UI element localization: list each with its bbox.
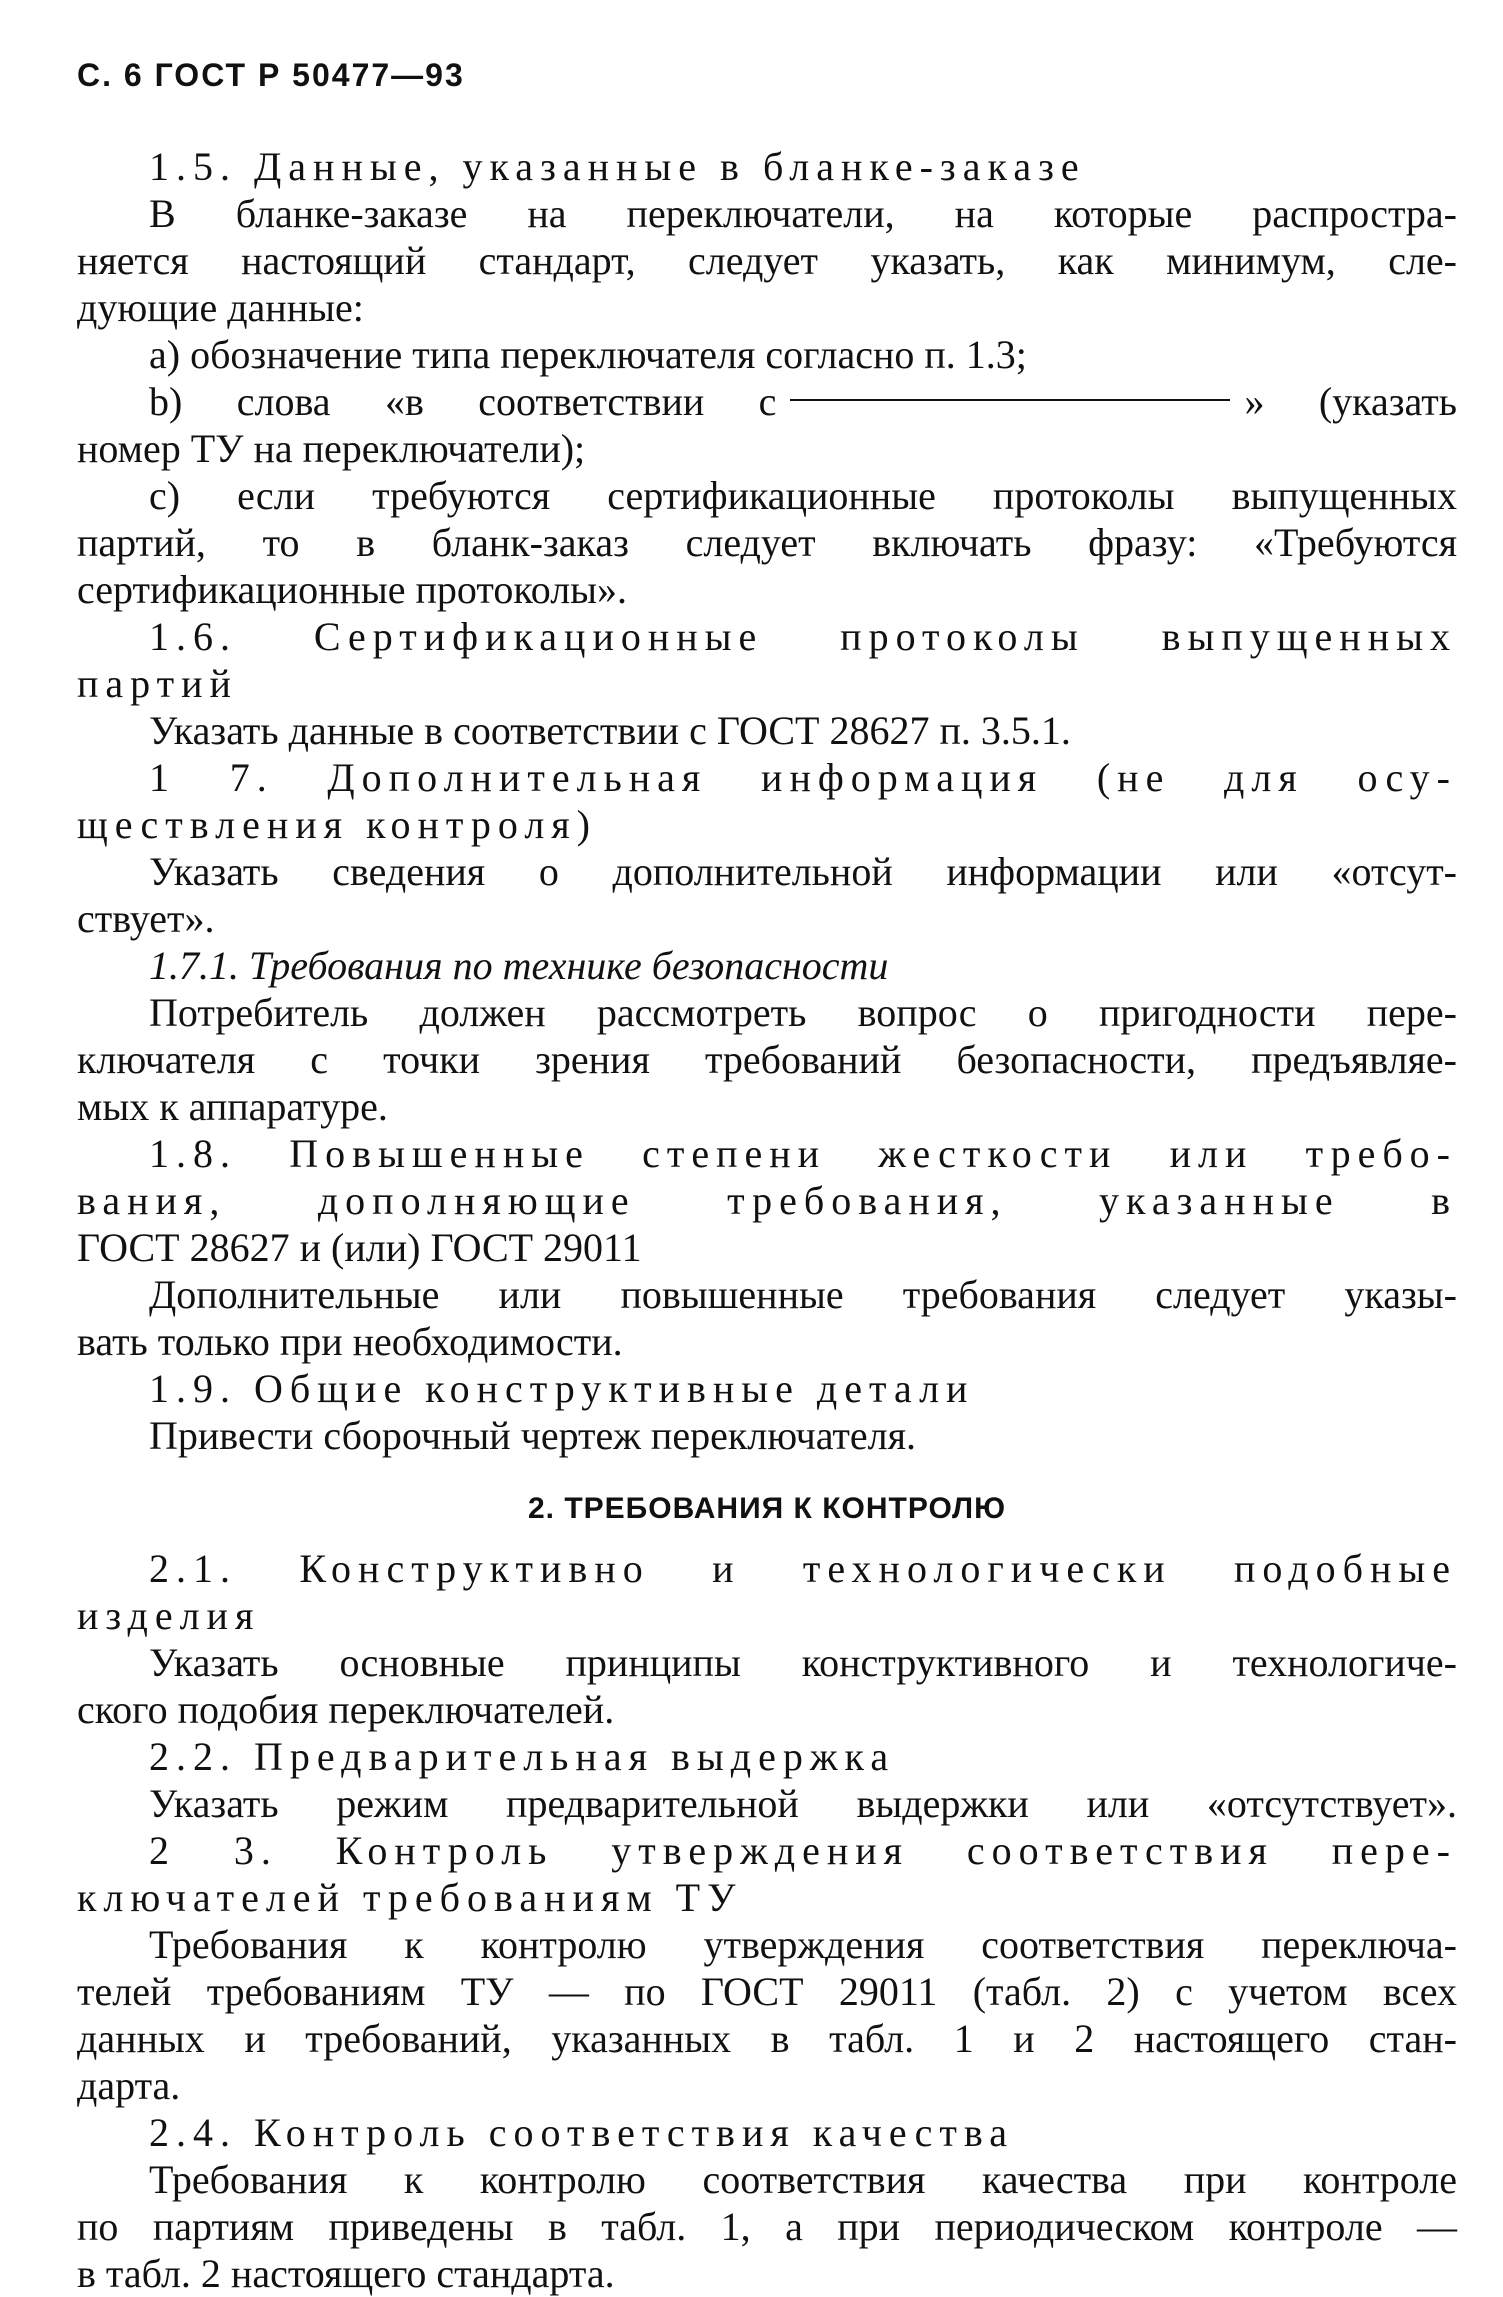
paragraph-line: в табл. 2 настоящего стандарта.	[77, 2251, 615, 2296]
clause-1-6-title-cont: партий	[77, 661, 238, 706]
paragraph-line: няется настоящий стандарт, следует указать, как минимум, сле-	[77, 238, 1457, 283]
paragraph-line: ствует».	[77, 896, 215, 941]
paragraph-line: ключателя с точки зрения требований безопасности, предъявляе-	[77, 1037, 1457, 1082]
paragraph-line: Требования к контролю утверждения соответствия переключа-	[149, 1922, 1457, 1967]
paragraph-line: мых к аппаратуре.	[77, 1084, 388, 1129]
list-item-b-continuation: номер ТУ на переключатели);	[77, 426, 586, 471]
list-item-c: с) если требуются сертификационные протоколы выпущенных	[149, 473, 1457, 518]
section-2-heading: 2. ТРЕБОВАНИЯ К КОНТРОЛЮ	[527, 1492, 1007, 1525]
clause-1-8-title-cont: ГОСТ 28627 и (или) ГОСТ 29011	[77, 1225, 642, 1270]
paragraph-line: по партиям приведены в табл. 1, а при периодическом контроле —	[77, 2204, 1457, 2249]
paragraph-line: Потребитель должен рассмотреть вопрос о пригодности пере-	[149, 990, 1457, 1035]
paragraph-line: дарта.	[77, 2063, 181, 2108]
paragraph-line: Дополнительные или повышенные требования следует указы-	[149, 1272, 1457, 1317]
clause-1-7-title: 1 7. Дополнительная информация (не для осу-	[149, 755, 1457, 800]
clause-2-3-title: 2 3. Контроль утверждения соответствия пере-	[149, 1828, 1457, 1873]
paragraph-line: дующие данные:	[77, 285, 364, 330]
paragraph-line: телей требованиям ТУ — по ГОСТ 29011 (табл. 2) с учетом всех	[77, 1969, 1457, 2014]
clause-2-3-title-cont: ключателей требованиям ТУ	[77, 1875, 743, 1920]
paragraph-line: партий, то в бланк-заказ следует включать фразу: «Требуются	[77, 520, 1457, 565]
paragraph-line: ского подобия переключателей.	[77, 1687, 615, 1732]
list-item-b-start: b) слова «в соответствии с	[149, 379, 777, 424]
clause-1-8-title: 1.8. Повышенные степени жесткости или требо-	[149, 1131, 1457, 1176]
clause-1-5-title: 1.5. Данные, указанные в бланке-заказе	[149, 144, 1086, 189]
paragraph-line: Указать сведения о дополнительной информации или «отсут-	[149, 849, 1457, 894]
clause-2-1-title-cont: изделия	[77, 1593, 261, 1638]
clause-2-4-title: 2.4. Контроль соответствия качества	[149, 2110, 1014, 2155]
clause-1-7-title-cont: ществления контроля)	[77, 802, 597, 847]
document-page	[77, 55, 1457, 2296]
paragraph-line: Указать данные в соответствии с ГОСТ 28627 п. 3.5.1.	[149, 708, 1071, 753]
clause-1-7-1-title: 1.7.1. Требования по технике безопасности	[149, 943, 889, 988]
paragraph-line: сертификационные протоколы».	[77, 567, 628, 612]
paragraph-line: Требования к контролю соответствия качества при контроле	[149, 2157, 1457, 2202]
running-head: С. 6 ГОСТ Р 50477—93	[77, 57, 465, 93]
paragraph-line: данных и требований, указанных в табл. 1 и 2 настоящего стан-	[77, 2016, 1457, 2061]
list-item-a: а) обозначение типа переключателя согласно п. 1.3;	[149, 332, 1027, 377]
list-item-b-end: » (указать	[1244, 379, 1457, 424]
paragraph-line: вать только при необходимости.	[77, 1319, 623, 1364]
clause-1-9-title: 1.9. Общие конструктивные детали	[149, 1366, 975, 1411]
paragraph-line: Указать основные принципы конструктивного и технологиче-	[149, 1640, 1457, 1685]
clause-2-2-title: 2.2. Предварительная выдержка	[149, 1734, 896, 1779]
paragraph-line: В бланке-заказе на переключатели, на которые распростра-	[149, 191, 1457, 236]
list-item-b	[77, 378, 1457, 425]
paragraph-line: Указать режим предварительной выдержки или «отсутствует».	[149, 1781, 1457, 1826]
clause-2-1-title: 2.1. Конструктивно и технологически подобные	[149, 1546, 1457, 1591]
clause-1-6-title: 1.6. Сертификационные протоколы выпущенных	[149, 614, 1457, 659]
paragraph-line: Привести сборочный чертеж переключателя.	[149, 1413, 917, 1458]
clause-1-8-title-cont: вания, дополняющие требования, указанные в	[77, 1178, 1457, 1223]
fill-in-blank-line	[790, 399, 1230, 401]
